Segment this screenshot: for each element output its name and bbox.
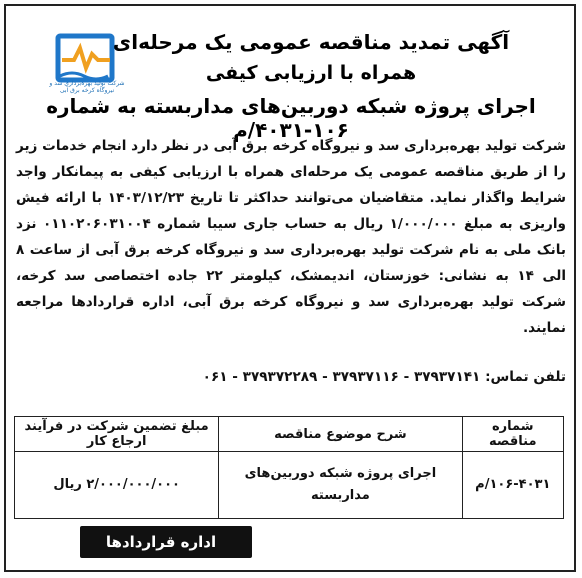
table-cell-subject: اجرای پروژه شبکه دوربین‌های مداربسته [219,452,462,519]
table-header-subject: شرح موضوع مناقصه [219,417,462,452]
table-row [15,452,564,519]
table-cell-guarantee: ۲/۰۰۰/۰۰۰/۰۰۰ ریال [15,452,219,519]
notice-subtitle: همراه با ارزیابی کیفی [205,62,417,84]
table-header-guarantee: مبلغ تضمین شرکت در فرآیند ارجاع کار [15,417,219,452]
table-header-row [15,417,564,452]
tender-table [14,416,564,519]
table-cell-number: ۱۰۶-۴۰۳۱/م [462,452,563,519]
notice-body: شرکت تولید بهره‌برداری سد و نیروگاه کرخه برق آبی در نظر دارد انجام خدمات زیر را از طریق مناقصه عمومی یک مرحله‌ای همراه با ارزیابی کیفی به پیمانکار واجد شرایط واگذار نماید. متقاضیان می‌توانند حداکثر تا تاریخ ۱۴۰۳/۱۲/۲۳ با ارائه فیش واریزی به مبلغ ۱/۰۰۰/۰۰۰ ریال به حساب جاری سیبا شماره ۰۱۱۰۲۰۶۰۳۱۰۰۴ نزد بانک ملی به نام شرکت تولید بهره‌برداری سد و نیروگاه کرخه برق آبی از ساعت ۸ الی ۱۴ به نشانی: خوزستان، اندیمشک، کیلومتر ۲۲ جاده اختصاصی سد کرخه، شرکت تولید بهره‌برداری سد و نیروگاه کرخه برق آبی، اداره قراردادها مراجعه نمایند. [16,138,567,336]
project-title: اجرای پروژه شبکه دوربین‌های مداربسته به شماره ۱۰۶-۴۰۳۱/م [46,94,536,142]
logo-caption: شرکت تولید بهره‌برداری سد و نیروگاه کرخه برق آبی [49,80,125,94]
contact-phone: تلفن تماس: ۳۷۹۳۷۱۴۱ - ۳۷۹۳۷۱۱۶ - ۳۷۹۳۷۲۲۸۹ - ۰۶۱ [202,369,566,385]
notice-title: آگهی تمدید مناقصه عمومی یک مرحله‌ای [112,30,510,54]
table-header-number: شماره مناقصه [462,417,563,452]
department-badge: اداره قراردادها [80,526,252,558]
